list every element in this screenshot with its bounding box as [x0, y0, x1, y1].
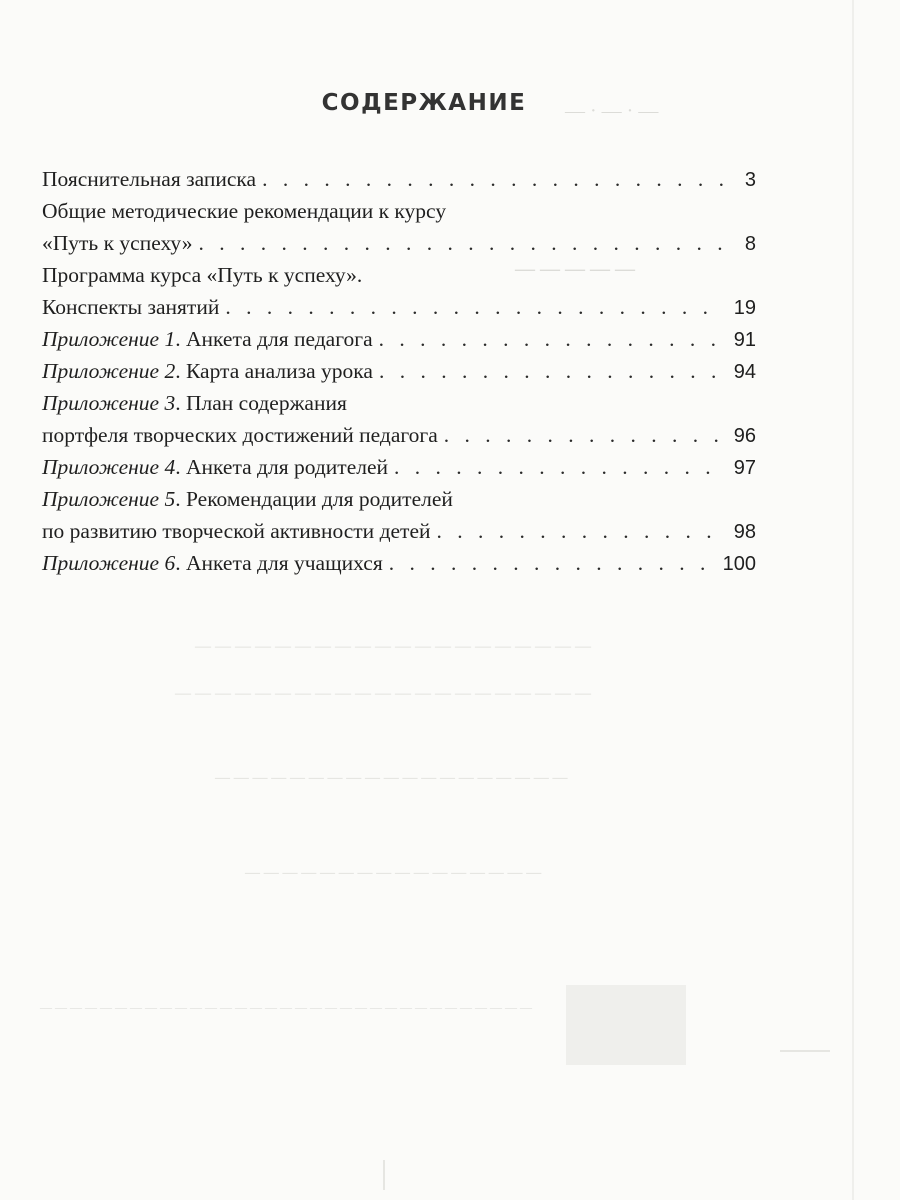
toc-entry-title: . Рекомендации для родителей	[175, 487, 453, 511]
toc-entry[interactable]	[42, 547, 756, 579]
toc-line	[42, 451, 756, 483]
toc-entry-title: . Анкета для педагога	[175, 327, 373, 351]
dot-leader	[379, 355, 724, 387]
toc-entry[interactable]	[42, 451, 756, 483]
toc-entry-title: . Анкета для учащихся	[175, 551, 383, 575]
toc-line	[42, 163, 756, 195]
show-through-text: — — — — —	[515, 258, 635, 280]
toc-line	[42, 291, 756, 323]
show-through-text: — — — — — — — — — — — — — — — — — — — — —	[175, 685, 591, 702]
page-mark	[780, 1050, 830, 1052]
dot-leader	[437, 515, 725, 547]
show-through-text: — — — — — — — — — — — — — — — —	[245, 865, 542, 881]
toc-line	[42, 419, 756, 451]
dot-leader	[389, 547, 717, 579]
show-through-text: — — — — — — — — — — — — — — — — — — — — — — — — — — — — — — — — —	[40, 1000, 532, 1014]
toc-entry-title: . План содержания	[175, 391, 347, 415]
toc-entry-title: портфеля творческих достижений педагога	[42, 423, 438, 447]
toc-line	[42, 259, 756, 291]
dot-leader	[262, 163, 724, 195]
appendix-label: Приложение 2	[42, 359, 176, 383]
toc-entry-title: . Карта анализа урока	[175, 359, 373, 383]
dot-leader	[225, 291, 724, 323]
appendix-label: Приложение 6	[42, 551, 176, 575]
page-number: 94	[733, 361, 756, 383]
table-of-contents	[42, 163, 756, 579]
page-number: 19	[733, 297, 756, 319]
page-number: 96	[733, 425, 756, 447]
toc-line	[42, 387, 756, 419]
toc-entry-title: «Путь к успеху»	[42, 231, 193, 255]
page-number: 91	[733, 329, 756, 351]
toc-entry[interactable]	[42, 163, 756, 195]
toc-entry[interactable]	[42, 195, 756, 259]
toc-line	[42, 195, 756, 227]
show-through-text: — — — — — — — — — — — — — — — — — — — —	[195, 638, 591, 655]
toc-entry-title: . Анкета для родителей	[175, 455, 389, 479]
toc-entry[interactable]	[42, 355, 756, 387]
dot-leader	[198, 227, 724, 259]
toc-entry-title: по развитию творческой активности детей	[42, 519, 431, 543]
appendix-label: Приложение 3	[42, 391, 176, 415]
page-mark	[383, 1160, 385, 1190]
dot-leader	[379, 323, 724, 355]
toc-line	[42, 515, 756, 547]
page-number: 100	[722, 553, 756, 575]
page-number: 98	[733, 521, 756, 543]
toc-entry-title: Программа курса «Путь к успеху».	[42, 263, 363, 287]
page-number: 3	[744, 169, 756, 191]
toc-line	[42, 227, 756, 259]
page-mark	[852, 0, 854, 1200]
appendix-label: Приложение 4	[42, 455, 176, 479]
show-through-text: — · — · —	[565, 100, 659, 122]
appendix-label: Приложение 5	[42, 487, 176, 511]
dot-leader	[394, 451, 724, 483]
page-mark	[566, 985, 686, 1065]
dot-leader	[444, 419, 724, 451]
toc-line	[42, 547, 756, 579]
page-number: 8	[744, 233, 756, 255]
toc-line	[42, 355, 756, 387]
page-number: 97	[733, 457, 756, 479]
appendix-label: Приложение 1	[42, 327, 176, 351]
toc-entry[interactable]	[42, 483, 756, 547]
toc-entry-title: Общие методические рекомендации к курсу	[42, 199, 447, 223]
toc-entry[interactable]	[42, 323, 756, 355]
toc-entry[interactable]	[42, 387, 756, 451]
toc-entry[interactable]	[42, 259, 756, 323]
contents-title: СОДЕРЖАНИЕ	[321, 90, 527, 116]
toc-entry-title: Конспекты занятий	[42, 295, 220, 319]
toc-entry-title: Пояснительная записка	[42, 167, 257, 191]
toc-line	[42, 483, 756, 515]
show-through-text: — — — — — — — — — — — — — — — — — — —	[215, 770, 568, 786]
toc-line	[42, 323, 756, 355]
